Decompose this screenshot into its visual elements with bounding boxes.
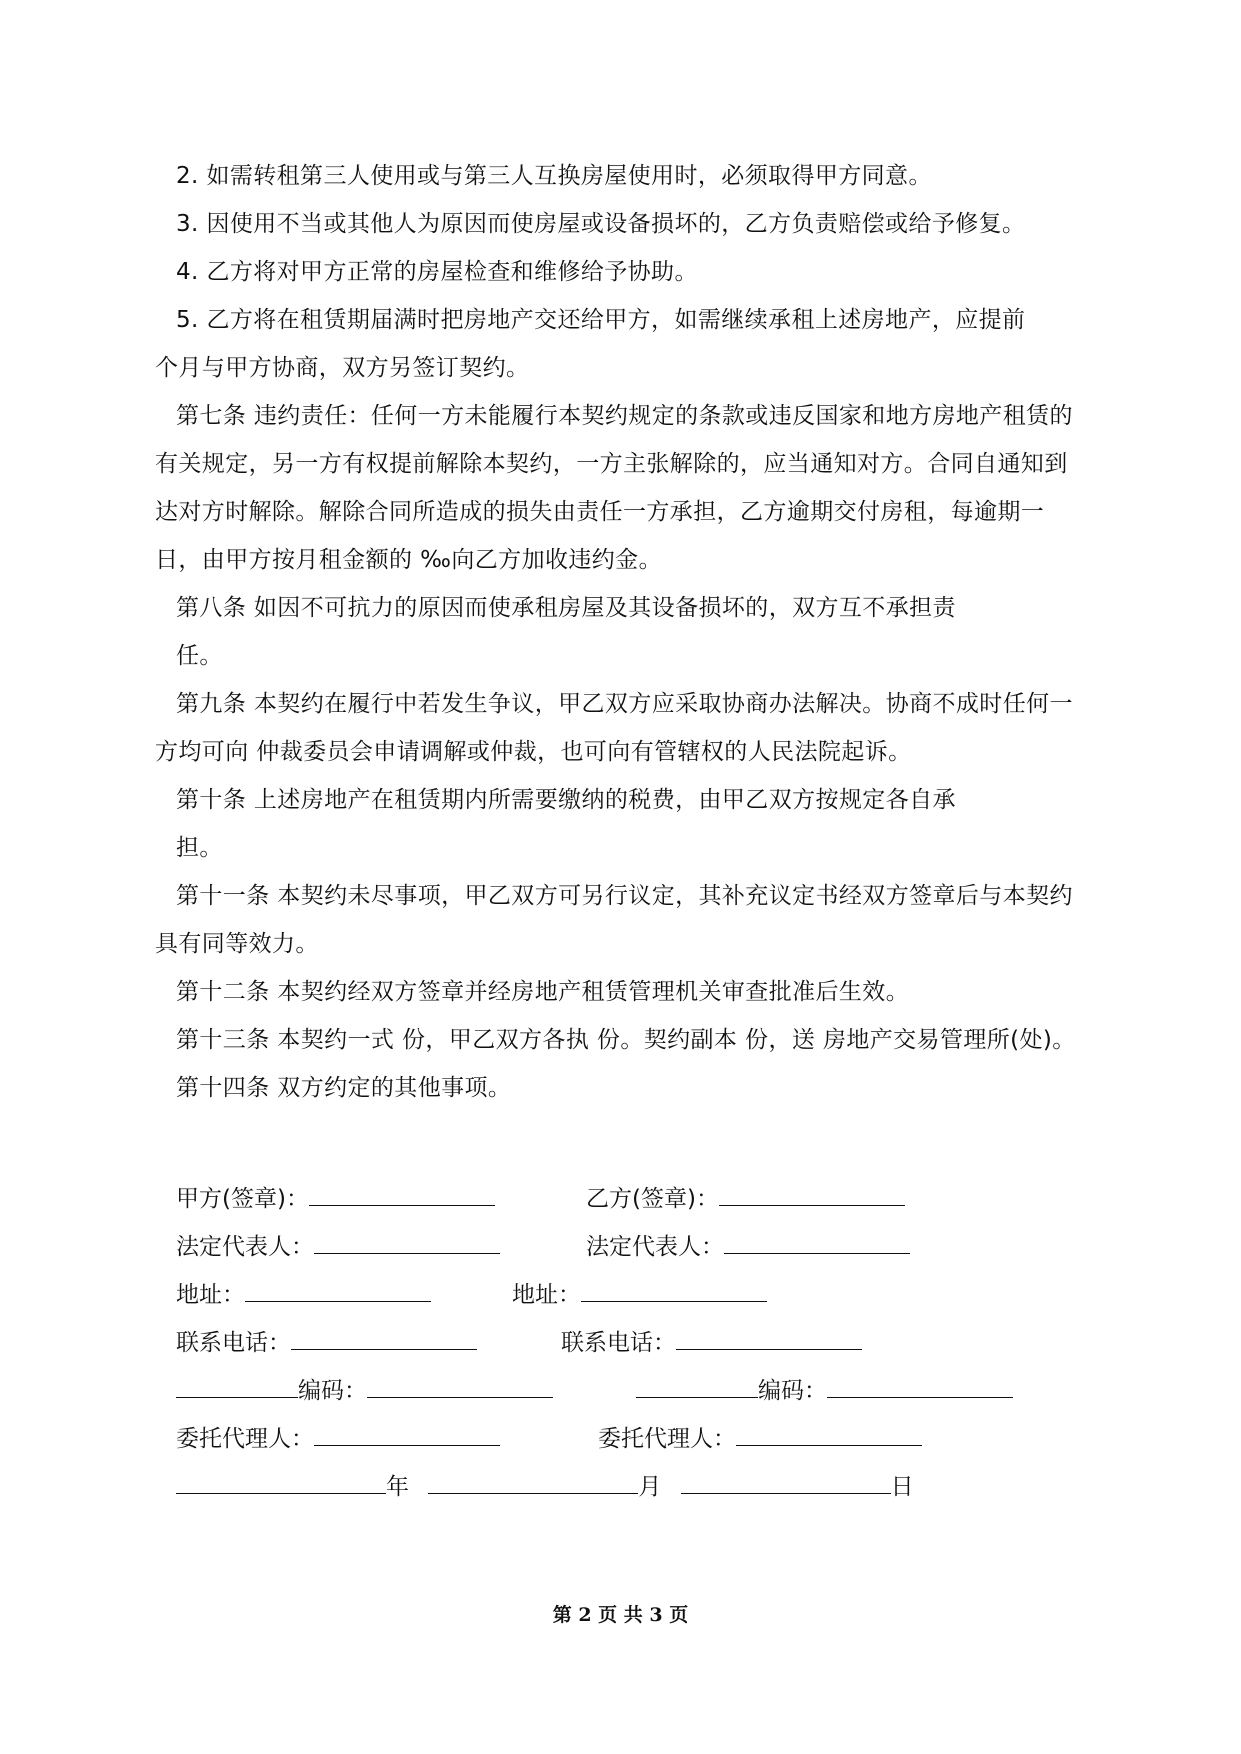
article-9-dispute: 第九条 本契约在履行中若发生争议，甲乙双方应采取协商办法解决。协商不成时任何一方均可向 仲裁委员会申请调解或仲裁，也可向有管辖权的人民法院起诉。 (155, 691, 1073, 765)
legal-rep-a-blank[interactable] (314, 1233, 500, 1254)
article-8-tail: 任。 (176, 643, 223, 669)
date-month-label: 月 (638, 1474, 662, 1500)
legal-rep-a-label: 法定代表人： (176, 1234, 314, 1260)
address-a-label: 地址： (176, 1282, 245, 1308)
page-number-footer: 第 2 页 共 3 页 (552, 1604, 689, 1626)
date-year-label: 年 (386, 1474, 409, 1500)
article-8-force-majeure (155, 584, 1085, 680)
date-day-label: 日 (890, 1474, 914, 1500)
article-11-supplement: 第十一条 本契约未尽事项，甲乙双方可另行议定，其补充议定书经双方签章后与本契约具有同等效力。 (155, 883, 1073, 957)
clause-item-3: 3. 因使用不当或其他人为原因而使房屋或设备损坏的，乙方负责赔偿或给予修复。 (176, 211, 1026, 237)
postcode-b-label: 编码： (758, 1378, 827, 1404)
postcode-a-prefix-blank[interactable] (176, 1377, 298, 1398)
postcode-b-prefix-blank[interactable] (636, 1377, 758, 1398)
article-8-line: 第八条 如因不可抗力的原因而使承租房屋及其设备损坏的，双方互不承担责 (176, 595, 956, 621)
agent-a-label: 委托代理人： (176, 1426, 314, 1452)
clause-item-2: 2. 如需转租第三人使用或与第三人互换房屋使用时，必须取得甲方同意。 (176, 163, 932, 189)
postcode-a-label: 编码： (298, 1378, 367, 1404)
agent-a-blank[interactable] (314, 1425, 500, 1446)
clause-item-5: 5. 乙方将在租赁期届满时把房地产交还给甲方，如需继续承租上述房地产，应提前 (176, 307, 1026, 333)
contract-body (155, 152, 1085, 1112)
article-14-other: 第十四条 双方约定的其他事项。 (176, 1075, 512, 1101)
agent-b-blank[interactable] (736, 1425, 922, 1446)
phone-b-blank[interactable] (676, 1329, 862, 1350)
legal-rep-b-blank[interactable] (724, 1233, 910, 1254)
postcode-a-blank[interactable] (367, 1377, 553, 1398)
article-7-breach: 第七条 违约责任：任何一方未能履行本契约规定的条款或违反国家和地方房地产租赁的有关规定，另一方有权提前解除本契约，一方主张解除的，应当通知对方。合同自通知到达对方时解除。解除合同所造成的损失由责任一方承担，乙方逾期交付房租，每逾期一日，由甲方按月租金额的 ‰向乙方加收违约金。 (155, 403, 1073, 573)
party-a-blank[interactable] (309, 1185, 495, 1206)
date-year-blank[interactable] (176, 1473, 386, 1494)
article-13-copies: 第十三条 本契约一式 份，甲乙双方各执 份。契约副本 份，送 房地产交易管理所(处)。 (176, 1027, 1076, 1053)
address-b-blank[interactable] (581, 1281, 767, 1302)
article-12-effect: 第十二条 本契约经双方签章并经房地产租赁管理机关审查批准后生效。 (176, 979, 910, 1005)
party-b-blank[interactable] (719, 1185, 905, 1206)
article-10-tail: 担。 (176, 835, 223, 861)
clause-item-5-continued: 个月与甲方协商，双方另签订契约。 (155, 355, 530, 381)
phone-a-label: 联系电话： (176, 1330, 291, 1356)
phone-b-label: 联系电话： (561, 1330, 676, 1356)
party-a-label: 甲方(签章)： (176, 1186, 309, 1212)
date-day-blank[interactable] (681, 1473, 891, 1494)
postcode-b-blank[interactable] (827, 1377, 1013, 1398)
address-a-blank[interactable] (245, 1281, 431, 1302)
party-b-label: 乙方(签章)： (586, 1186, 719, 1212)
article-10-line: 第十条 上述房地产在租赁期内所需要缴纳的税费，由甲乙双方按规定各自承 (176, 787, 956, 813)
article-10-taxes (155, 776, 1085, 872)
clause-item-4: 4. 乙方将对甲方正常的房屋检查和维修给予协助。 (176, 259, 698, 285)
date-month-blank[interactable] (428, 1473, 638, 1494)
phone-a-blank[interactable] (291, 1329, 477, 1350)
agent-b-label: 委托代理人： (598, 1426, 736, 1452)
legal-rep-b-label: 法定代表人： (586, 1234, 724, 1260)
address-b-label: 地址： (512, 1282, 581, 1308)
